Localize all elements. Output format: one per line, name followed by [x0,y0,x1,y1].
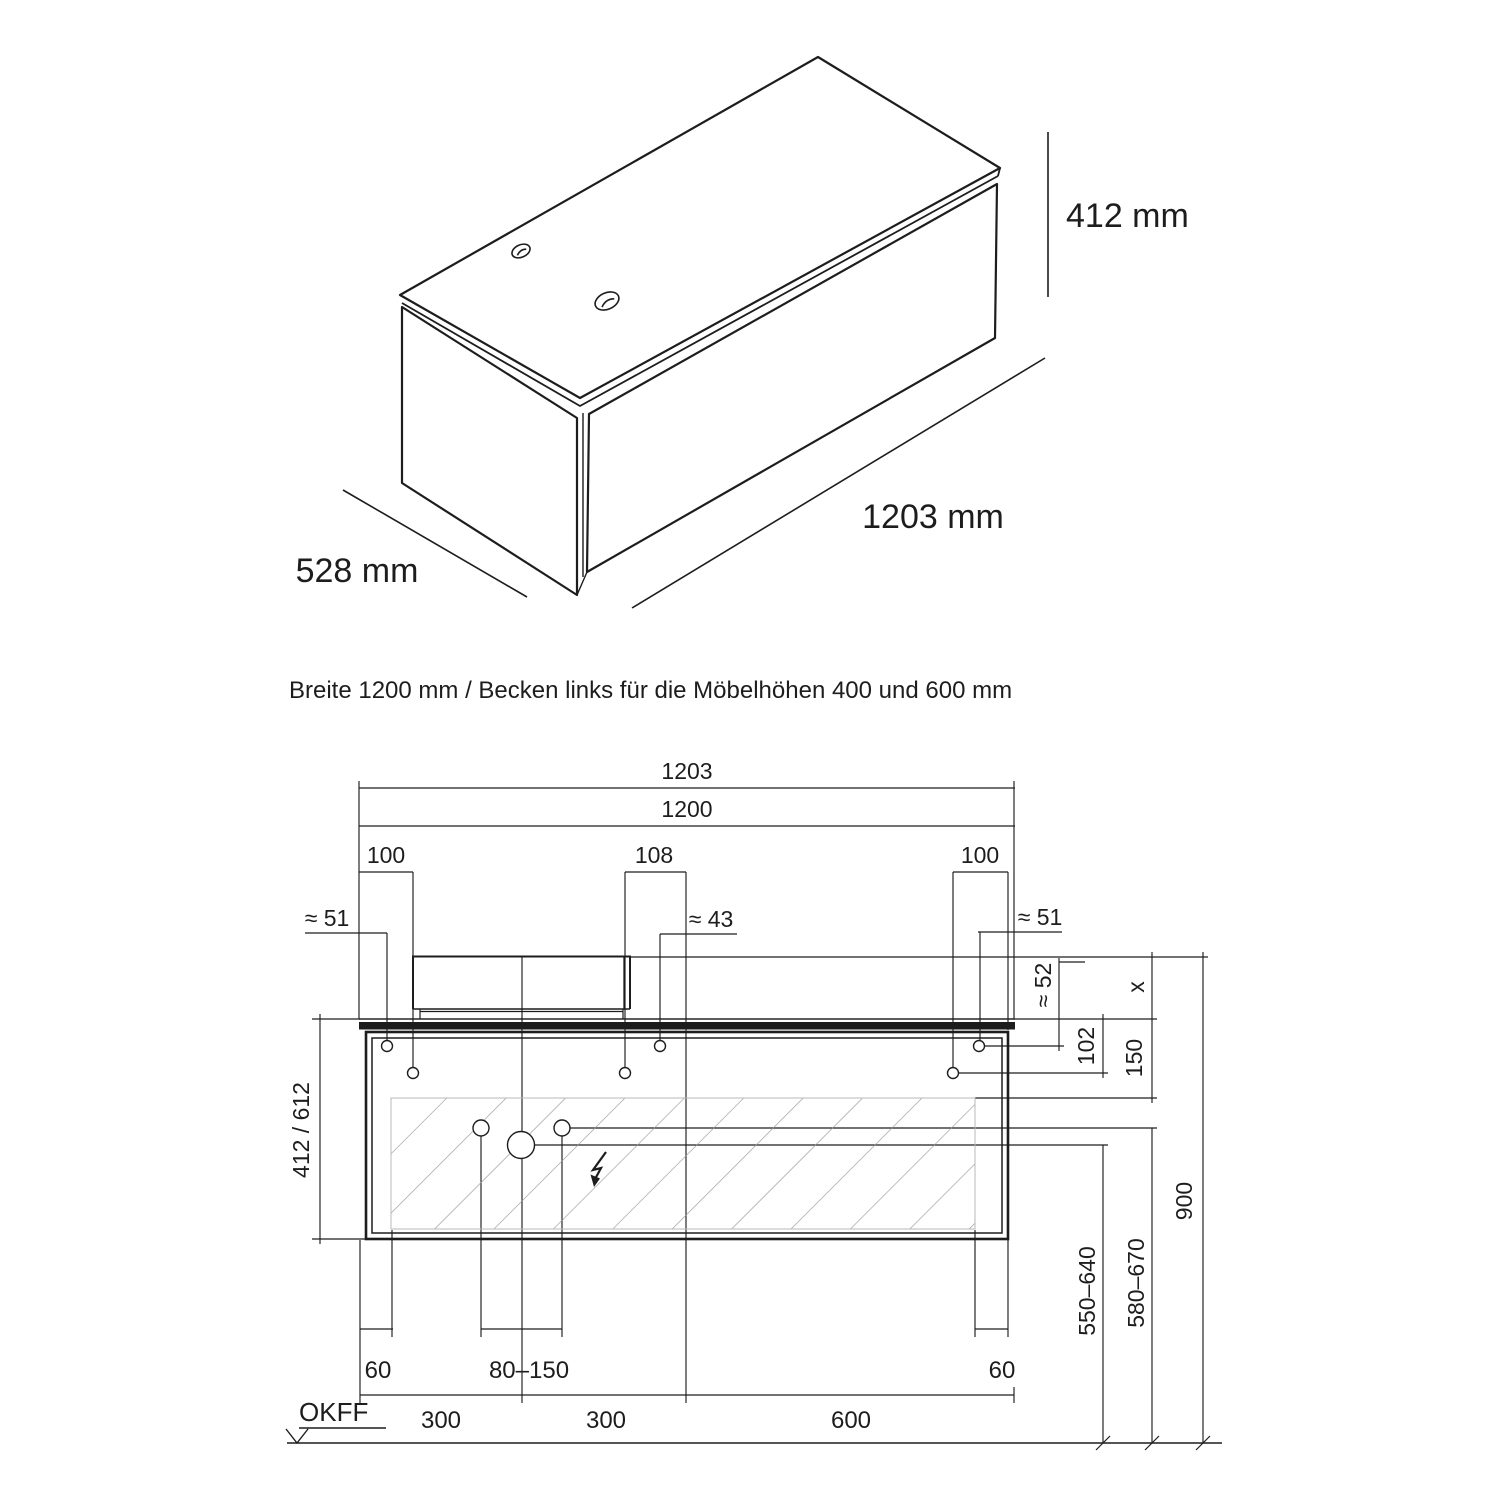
drain-connection [508,1132,535,1159]
okff-level-icon [286,1428,386,1443]
mount-hole [620,1068,631,1079]
caption-text: Breite 1200 mm / Becken links für die Möbelhöhen 400 und 600 mm [289,677,1013,704]
dim-supply-height: 580–670 [1123,1238,1149,1328]
iso-depth-label: 528 mm [295,552,419,590]
mounting-holes [382,1041,985,1079]
dim-150: 150 [1121,1038,1147,1078]
dim-x: x [1123,981,1149,993]
floor-level-label: OKFF [299,1397,369,1427]
dim-segment-left: 300 [420,1407,462,1434]
supply-connection [554,1120,570,1136]
mount-hole [408,1068,419,1079]
mount-hole [974,1041,985,1052]
dim-total-height: 900 [1171,1181,1197,1221]
dim-approx-right: ≈ 51 [1017,904,1063,930]
dim-right-margin: 60 [988,1357,1016,1384]
dim-right-offset: 100 [960,842,1000,868]
dim-center-offset: 108 [634,842,674,868]
mount-hole [382,1041,393,1052]
dim-segment-right: 600 [830,1407,872,1434]
dim-cabinet-height: 412 / 612 [288,1082,314,1178]
mount-hole [948,1068,959,1079]
iso-height-label: 412 mm [1066,197,1189,235]
front-view [286,781,1222,1450]
dim-102: 102 [1073,1026,1099,1066]
dim-faucet-range: 80–150 [488,1357,570,1384]
iso-drawer-gap [577,413,587,595]
dim-approx-52: ≈ 52 [1030,962,1056,1008]
dim-left-offset: 100 [366,842,406,868]
dim-drain-height: 550–640 [1074,1246,1100,1336]
left-height-dim-lines [312,1014,367,1244]
supply-connection [473,1120,489,1136]
dim-segment-mid: 300 [585,1407,627,1434]
dim-approx-center: ≈ 43 [688,906,734,932]
dim-approx-left: ≈ 51 [304,905,350,931]
iso-width-label: 1203 mm [862,498,1004,536]
dim-overall-width: 1203 [661,758,713,784]
countertop-section [359,1022,1015,1030]
dim-body-width: 1200 [661,796,713,822]
dim-left-margin: 60 [364,1357,392,1384]
mount-hole [655,1041,666,1052]
service-area-hatch [391,1098,975,1229]
